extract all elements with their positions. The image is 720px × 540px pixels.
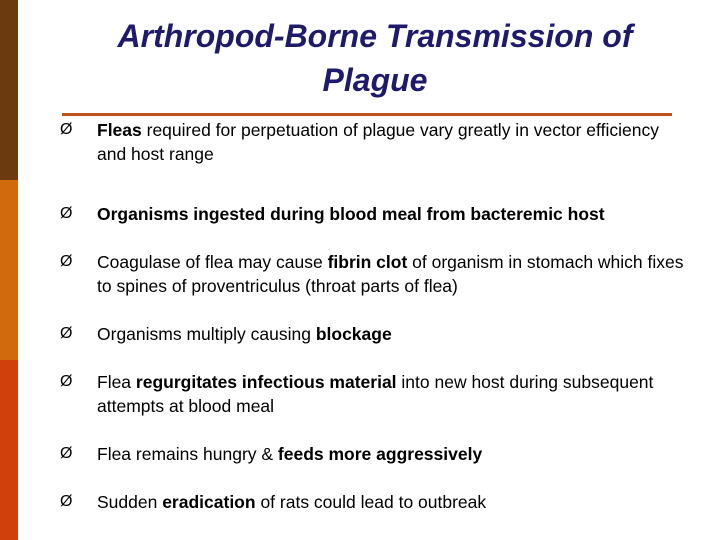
bullet-7-post: of rats could lead to outbreak — [255, 492, 487, 512]
side-bar-top — [0, 0, 18, 180]
bullet-5-pre: Flea — [97, 372, 136, 392]
bullet-7-pre: Sudden — [97, 492, 163, 512]
arrow-bullet-icon: Ø — [60, 253, 73, 270]
bullet-3-pre: Coagulase of flea may cause — [97, 252, 328, 272]
bullet-2-bold: Organisms ingested during blood meal from bacteremic host — [97, 204, 605, 224]
arrow-bullet-icon: Ø — [60, 373, 73, 390]
slide-title — [60, 14, 690, 102]
bullet-text-4 — [97, 322, 692, 346]
arrow-bullet-icon: Ø — [60, 325, 73, 342]
arrow-bullet-icon: Ø — [60, 205, 73, 222]
title-divider — [62, 113, 672, 116]
bullet-text-5 — [97, 370, 692, 418]
arrow-bullet-icon: Ø — [60, 493, 73, 510]
bullet-text-6 — [97, 442, 692, 466]
bullet-1-rest: required for perpetuation of plague vary greatly in vector efficiency and host range — [97, 120, 659, 164]
bullet-6-pre: Flea remains hungry & — [97, 444, 278, 464]
title-line-1: Arthropod-Borne Transmission of — [117, 18, 633, 54]
side-bar-middle — [0, 180, 18, 360]
title-line-2: Plague — [322, 62, 428, 98]
bullet-text-7 — [97, 490, 692, 514]
bullet-1-bold: Fleas — [97, 120, 142, 140]
bullet-4-pre: Organisms multiply causing — [97, 324, 316, 344]
bullet-text-2 — [97, 202, 692, 226]
bullet-6-bold: feeds more aggressively — [277, 444, 483, 464]
bullet-5-bold: regurgitates infectious material — [135, 372, 397, 392]
bullet-3-post: of organism in stomach which fixes to spines of proventriculus (throat parts of flea) — [97, 252, 684, 296]
arrow-bullet-icon: Ø — [60, 121, 73, 138]
bullet-5-post: into new host during subsequent attempts at blood meal — [97, 372, 654, 416]
bullet-7-bold: eradication — [162, 492, 256, 512]
bullet-3-bold: fibrin clot — [327, 252, 408, 272]
arrow-bullet-icon: Ø — [60, 445, 73, 462]
bullet-text-1 — [97, 118, 692, 166]
bullet-text-3 — [97, 250, 692, 298]
side-bar-bottom — [0, 360, 18, 540]
bullet-4-bold: blockage — [315, 324, 392, 344]
